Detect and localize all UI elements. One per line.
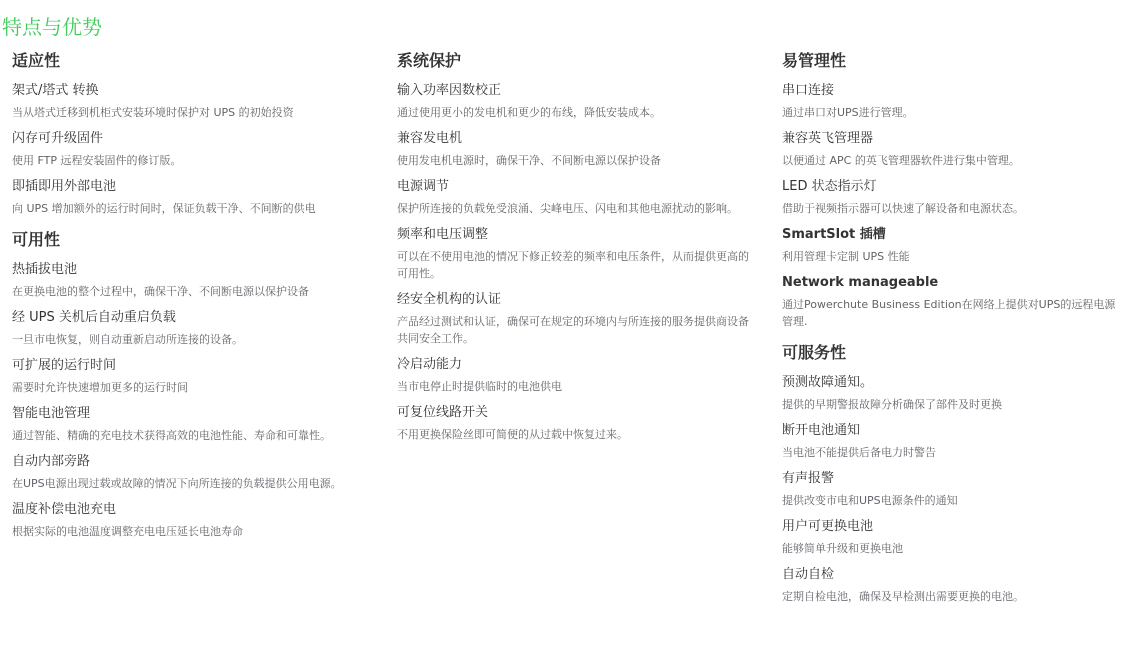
feature-title: 电源调节	[397, 179, 450, 194]
feature-item	[397, 291, 753, 347]
feature-title: LED 状态指示灯	[782, 179, 877, 194]
feature-description: 使用 FTP 远程安装固件的修订版。	[12, 154, 182, 167]
feature-title: 频率和电压调整	[397, 227, 489, 242]
column-1	[12, 46, 372, 549]
feature-title: 智能电池管理	[12, 406, 91, 421]
feature-description: 不用更换保险丝即可简便的从过载中恢复过来。	[397, 428, 628, 441]
feature-description: 产品经过测试和认证，确保可在规定的环境内与所连接的服务提供商设备共同安全工作。	[397, 315, 749, 345]
feature-description: 当市电停止时提供临时的电池供电	[397, 380, 562, 393]
feature-item	[782, 226, 1124, 265]
feature-description: 当从塔式迁移到机柜式安装环境时保护对 UPS 的初始投资	[12, 106, 294, 119]
feature-item	[12, 261, 372, 300]
feature-title: 有声报警	[782, 471, 835, 486]
feature-item	[12, 130, 372, 169]
section-heading: 系统保护	[397, 51, 462, 70]
feature-description: 通过使用更小的发电机和更少的布线，降低安装成本。	[397, 106, 661, 119]
feature-description: 一旦市电恢复，则自动重新启动所连接的设备。	[12, 333, 243, 346]
feature-description: 当电池不能提供后备电力时警告	[782, 446, 936, 459]
feature-description: 能够简单升级和更换电池	[782, 542, 903, 555]
feature-description: 可以在不使用电池的情况下修正较差的频率和电压条件，从而提供更高的可用性。	[397, 250, 749, 280]
feature-description: 提供的早期警报故障分析确保了部件及时更换	[782, 398, 1002, 411]
feature-item	[782, 274, 1124, 330]
feature-description: 以便通过 APC 的英飞管理器软件进行集中管理。	[782, 154, 1020, 167]
feature-item	[782, 82, 1124, 121]
section-serviceability	[782, 339, 1124, 605]
column-3	[782, 46, 1124, 614]
feature-item	[397, 82, 753, 121]
feature-title: 温度补偿电池充电	[12, 502, 117, 517]
feature-item	[12, 405, 372, 444]
feature-item	[12, 453, 372, 492]
feature-title: 可扩展的运行时间	[12, 358, 117, 373]
feature-title: 自动自检	[782, 567, 835, 582]
page-title: 特点与优势	[2, 15, 102, 40]
feature-description: 使用发电机电源时，确保干净、不间断电源以保护设备	[397, 154, 661, 167]
column-2	[397, 46, 753, 452]
section-heading: 适应性	[12, 51, 61, 70]
feature-title: 用户可更换电池	[782, 519, 874, 534]
feature-item	[782, 178, 1124, 217]
feature-item	[782, 470, 1124, 509]
feature-title: 串口连接	[782, 83, 835, 98]
feature-item	[12, 309, 372, 348]
feature-description: 借助于视频指示器可以快速了解设备和电源状态。	[782, 202, 1024, 215]
feature-description: 保护所连接的负载免受浪涌、尖峰电压、闪电和其他电源扰动的影响。	[397, 202, 738, 215]
feature-description: 在更换电池的整个过程中，确保干净、不间断电源以保护设备	[12, 285, 309, 298]
feature-title: 预测故障通知。	[782, 375, 874, 390]
feature-title: 自动内部旁路	[12, 454, 91, 469]
feature-title: 兼容英飞管理器	[782, 131, 874, 146]
feature-title: 闪存可升级固件	[12, 131, 104, 146]
feature-title: 冷启动能力	[397, 357, 463, 372]
feature-title: 即插即用外部电池	[12, 179, 117, 194]
feature-title: 可复位线路开关	[397, 405, 489, 420]
feature-title: 架式/塔式 转换	[12, 83, 99, 98]
feature-title: 经 UPS 关机后自动重启负载	[12, 310, 176, 325]
section-availability	[12, 226, 372, 540]
feature-item	[782, 130, 1124, 169]
feature-description: 提供改变市电和UPS电源条件的通知	[782, 494, 958, 507]
feature-item	[12, 357, 372, 396]
feature-item	[782, 518, 1124, 557]
section-heading: 易管理性	[782, 51, 847, 70]
feature-item	[12, 178, 372, 217]
feature-item	[397, 178, 753, 217]
section-adaptability	[12, 46, 372, 217]
feature-item	[397, 226, 753, 282]
feature-title: 热插拔电池	[12, 262, 78, 277]
feature-description: 利用管理卡定制 UPS 性能	[782, 250, 910, 263]
feature-item	[12, 501, 372, 540]
feature-item	[782, 422, 1124, 461]
feature-title: 输入功率因数校正	[397, 83, 502, 98]
feature-description: 需要时允许快速增加更多的运行时间	[12, 381, 188, 394]
feature-item	[397, 404, 753, 443]
feature-item	[397, 130, 753, 169]
feature-title: 兼容发电机	[397, 131, 463, 146]
feature-title: Network manageable	[782, 275, 939, 290]
feature-item	[397, 356, 753, 395]
section-manageability	[782, 46, 1124, 330]
section-heading: 可服务性	[782, 343, 847, 362]
feature-description: 在UPS电源出现过载或故障的情况下向所连接的负载提供公用电源。	[12, 477, 342, 490]
section-system-protection	[397, 46, 753, 443]
feature-title: 经安全机构的认证	[397, 292, 502, 307]
feature-description: 根据实际的电池温度调整充电电压延长电池寿命	[12, 525, 243, 538]
feature-description: 向 UPS 增加额外的运行时间时，保证负载干净、不间断的供电	[12, 202, 316, 215]
feature-description: 定期自检电池，确保及早检测出需要更换的电池。	[782, 590, 1024, 603]
feature-item	[782, 374, 1124, 413]
feature-description: 通过Powerchute Business Edition在网络上提供对UPS的远程电源管理.	[782, 298, 1116, 328]
feature-description: 通过智能、精确的充电技术获得高效的电池性能、寿命和可靠性。	[12, 429, 331, 442]
section-heading: 可用性	[12, 230, 61, 249]
feature-item	[782, 566, 1124, 605]
feature-title: 断开电池通知	[782, 423, 861, 438]
feature-title: SmartSlot 插槽	[782, 227, 886, 242]
feature-description: 通过串口对UPS进行管理。	[782, 106, 914, 119]
feature-item	[12, 82, 372, 121]
